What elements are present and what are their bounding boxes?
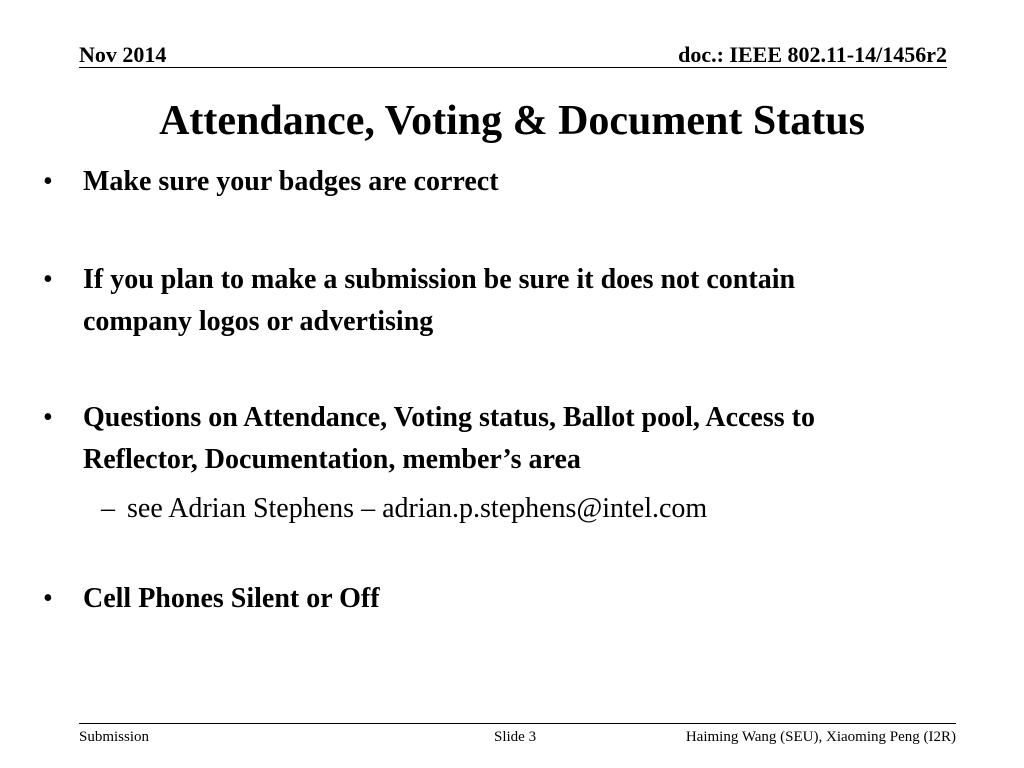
sub-bullet-marker: – [101, 493, 115, 524]
bullet-item-line: company logos or advertising [83, 306, 434, 337]
bullet-item: Make sure your badges are correct [83, 166, 499, 197]
bullet-item: Cell Phones Silent or Off [83, 583, 380, 614]
header-doc-id: doc.: IEEE 802.11-14/1456r2 [678, 42, 947, 67]
slide-title: Attendance, Voting & Document Status [159, 98, 865, 144]
bullet-marker: • [43, 264, 53, 295]
bullet-item-line: Reflector, Documentation, member’s area [83, 444, 581, 475]
bullet-marker: • [43, 583, 53, 614]
bullet-marker: • [43, 166, 53, 197]
sub-bullet-item: see Adrian Stephens – adrian.p.stephens@intel.com [127, 493, 708, 524]
bullet-marker: • [43, 402, 53, 433]
footer-left: Submission [79, 729, 150, 745]
bullet-item-line: Questions on Attendance, Voting status, Ballot pool, Access to [83, 402, 815, 433]
footer-divider [79, 723, 956, 724]
footer-slide-number: Slide 3 [494, 729, 537, 745]
footer-authors: Haiming Wang (SEU), Xiaoming Peng (I2R) [685, 729, 956, 745]
header-date: Nov 2014 [79, 42, 167, 67]
bullet-item-line: If you plan to make a submission be sure it does not contain [83, 264, 796, 295]
